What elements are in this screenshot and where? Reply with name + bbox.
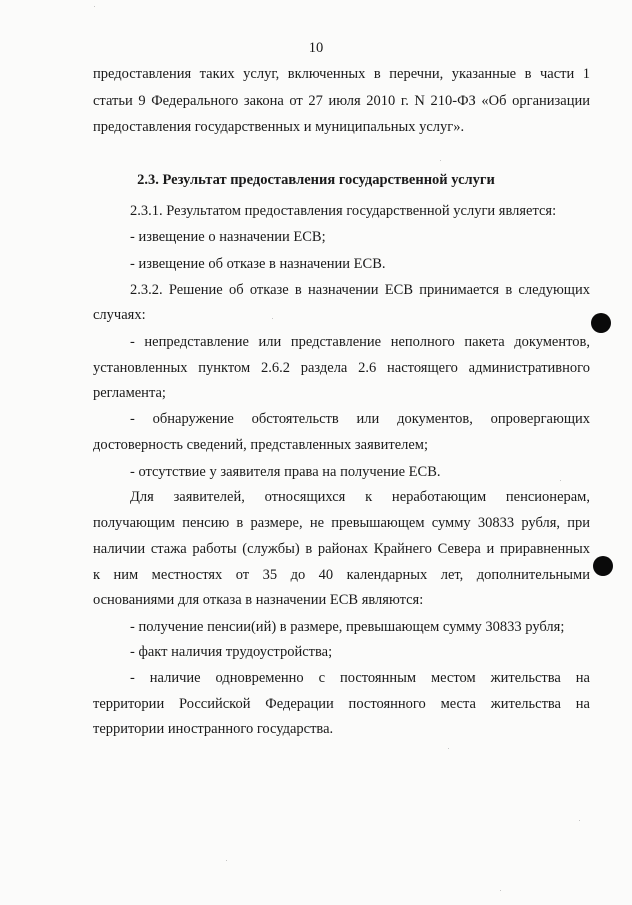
scan-speck — [560, 480, 561, 481]
list-item: - непредставление или представление неполного пакета документов, — [130, 334, 590, 350]
list-item: - извещение об отказе в назначении ЕСВ. — [130, 256, 386, 272]
text-line: предоставления государственных и муниципальных услуг». — [93, 119, 465, 135]
list-item: - факт наличия трудоустройства; — [130, 644, 333, 660]
punch-hole-mark — [591, 313, 611, 333]
text-line: регламента; — [93, 385, 166, 401]
text-line: получающим пенсию в размере, не превышающем сумму 30833 рубля, при — [93, 515, 590, 531]
text-line: к ним местностях от 35 до 40 календарных лет, дополнительными — [93, 567, 590, 583]
scan-speck — [94, 6, 95, 7]
scan-speck — [579, 820, 580, 821]
scan-speck — [500, 890, 501, 891]
text-line: 2.3.2. Решение об отказе в назначении ЕСВ принимается в следующих — [130, 282, 590, 298]
text-line: 2.3.1. Результатом предоставления государственной услуги является: — [130, 203, 557, 219]
punch-hole-mark — [593, 556, 613, 576]
text-line: наличии стажа работы (службы) в районах Крайнего Севера и приравненных — [93, 541, 590, 557]
text-line: предоставления таких услуг, включенных в перечни, указанные в части 1 — [93, 66, 590, 82]
scan-speck — [448, 748, 449, 749]
list-item: - извещение о назначении ЕСВ; — [130, 229, 326, 245]
text-line: установленных пунктом 2.6.2 раздела 2.6 настоящего административного — [93, 360, 590, 376]
text-line: Для заявителей, относящихся к неработающим пенсионерам, — [130, 489, 590, 505]
list-item: - отсутствие у заявителя права на получение ЕСВ. — [130, 464, 441, 480]
scan-speck — [272, 318, 273, 319]
list-item: - наличие одновременно с постоянным местом жительства на — [130, 670, 590, 686]
list-item: - получение пенсии(ий) в размере, превышающем сумму 30833 рубля; — [130, 619, 565, 635]
text-line: территории Российской Федерации постоянного места жительства на — [93, 696, 590, 712]
section-heading: 2.3. Результат предоставления государственной услуги — [137, 172, 495, 188]
scan-speck — [440, 160, 441, 161]
text-line: статьи 9 Федерального закона от 27 июля 2010 г. N 210-ФЗ «Об организации — [93, 93, 590, 109]
text-line: достоверность сведений, представленных заявителем; — [93, 437, 429, 453]
page-number: 10 — [308, 40, 324, 56]
text-line: территории иностранного государства. — [93, 721, 334, 737]
scan-speck — [226, 860, 227, 861]
list-item: - обнаружение обстоятельств или документов, опровергающих — [130, 411, 590, 427]
text-line: случаях: — [93, 307, 146, 323]
text-line: основаниями для отказа в назначении ЕСВ являются: — [93, 592, 424, 608]
